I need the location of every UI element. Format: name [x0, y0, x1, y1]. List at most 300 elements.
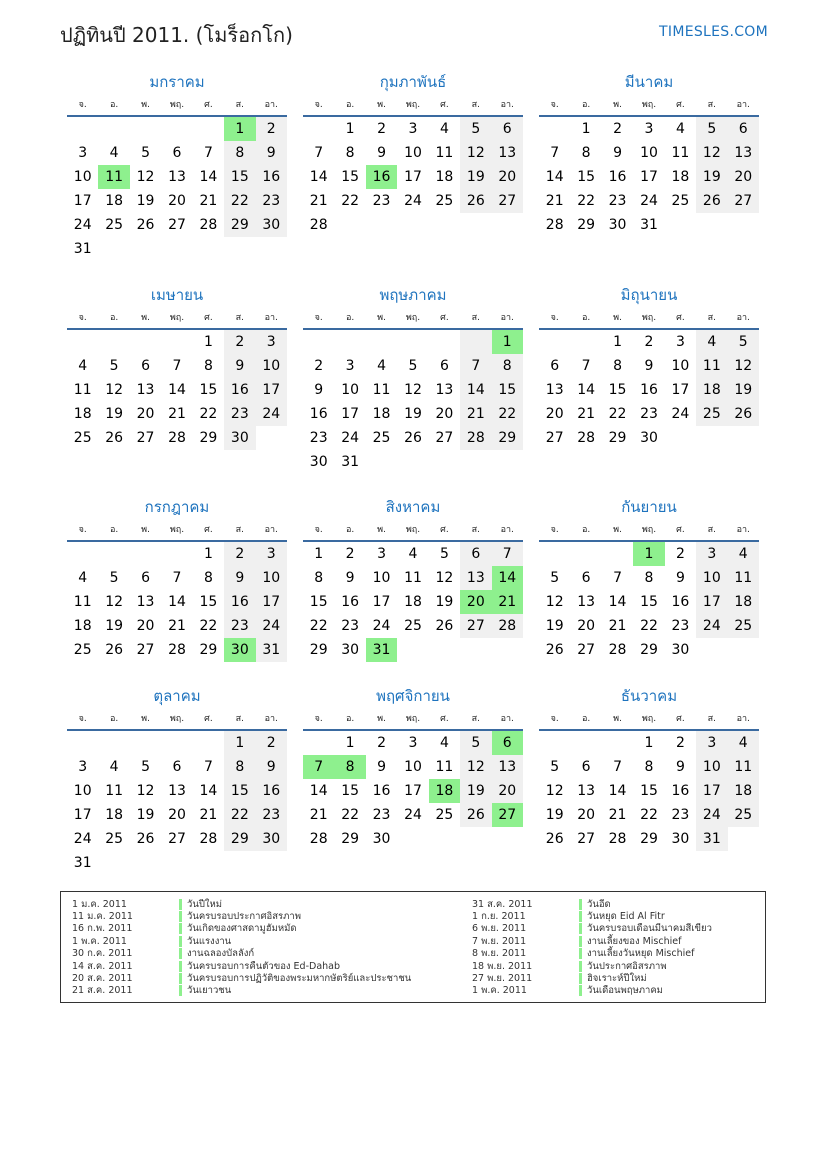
day-cell[interactable]: 14	[608, 783, 627, 799]
day-cell[interactable]: 28	[309, 831, 328, 847]
holiday-day-cell[interactable]: 11	[98, 165, 129, 189]
day-cell[interactable]: 31	[640, 217, 658, 233]
day-cell[interactable]: 22	[577, 193, 596, 209]
day-cell[interactable]: 17	[73, 807, 92, 823]
day-cell[interactable]: 12	[136, 783, 155, 799]
day-cell[interactable]: 30	[256, 213, 287, 237]
day-cell[interactable]: 10	[73, 783, 92, 799]
day-cell[interactable]: 22	[199, 406, 218, 422]
day-cell[interactable]: 22	[199, 618, 218, 634]
day-cell[interactable]: 21	[199, 807, 218, 823]
day-cell[interactable]: 23	[224, 402, 255, 426]
day-cell[interactable]: 14	[460, 378, 491, 402]
day-cell[interactable]: 10	[256, 354, 287, 378]
day-cell[interactable]: 11	[105, 783, 124, 799]
day-cell[interactable]: 25	[372, 430, 391, 446]
day-cell[interactable]: 30	[608, 217, 627, 233]
day-cell[interactable]: 16	[671, 783, 690, 799]
day-cell[interactable]: 4	[439, 735, 449, 751]
day-cell[interactable]: 16	[341, 594, 360, 610]
day-cell[interactable]: 7	[613, 759, 623, 775]
day-cell[interactable]: 1	[314, 546, 324, 562]
day-cell[interactable]: 6	[439, 358, 449, 374]
day-cell[interactable]: 29	[199, 430, 218, 446]
day-cell[interactable]: 25	[728, 803, 759, 827]
day-cell[interactable]: 3	[696, 542, 727, 566]
day-cell[interactable]: 1	[345, 735, 355, 751]
day-cell[interactable]: 13	[728, 141, 759, 165]
day-cell[interactable]: 25	[73, 642, 92, 658]
day-cell[interactable]: 28	[460, 426, 491, 450]
day-cell[interactable]: 26	[545, 642, 564, 658]
day-cell[interactable]: 8	[492, 354, 523, 378]
day-cell[interactable]: 2	[256, 731, 287, 755]
day-cell[interactable]: 2	[377, 121, 387, 137]
day-cell[interactable]: 6	[172, 759, 182, 775]
day-cell[interactable]: 12	[696, 141, 727, 165]
day-cell[interactable]: 27	[460, 614, 491, 638]
day-cell[interactable]: 15	[492, 378, 523, 402]
day-cell[interactable]: 7	[203, 145, 213, 161]
day-cell[interactable]: 3	[408, 121, 418, 137]
day-cell[interactable]: 3	[78, 759, 88, 775]
day-cell[interactable]: 26	[728, 402, 759, 426]
day-cell[interactable]: 23	[372, 193, 391, 209]
holiday-day-cell[interactable]: 1	[224, 117, 255, 141]
day-cell[interactable]: 5	[696, 117, 727, 141]
day-cell[interactable]: 13	[460, 566, 491, 590]
day-cell[interactable]: 7	[550, 145, 560, 161]
day-cell[interactable]: 28	[168, 642, 186, 658]
day-cell[interactable]: 17	[404, 169, 422, 185]
day-cell[interactable]: 12	[460, 141, 491, 165]
day-cell[interactable]: 10	[256, 566, 287, 590]
day-cell[interactable]: 9	[675, 759, 685, 775]
day-cell[interactable]: 20	[136, 618, 155, 634]
day-cell[interactable]: 15	[199, 594, 218, 610]
day-cell[interactable]: 19	[136, 193, 155, 209]
day-cell[interactable]: 10	[404, 145, 422, 161]
day-cell[interactable]: 28	[309, 217, 328, 233]
day-cell[interactable]: 27	[577, 642, 596, 658]
holiday-day-cell[interactable]: 21	[492, 590, 523, 614]
day-cell[interactable]: 9	[256, 755, 287, 779]
day-cell[interactable]: 25	[105, 831, 124, 847]
day-cell[interactable]: 24	[73, 217, 92, 233]
day-cell[interactable]: 5	[550, 570, 560, 586]
day-cell[interactable]: 27	[728, 189, 759, 213]
day-cell[interactable]: 18	[728, 590, 759, 614]
day-cell[interactable]: 7	[203, 759, 213, 775]
day-cell[interactable]: 11	[728, 566, 759, 590]
day-cell[interactable]: 5	[460, 117, 491, 141]
day-cell[interactable]: 24	[640, 193, 658, 209]
day-cell[interactable]: 13	[577, 783, 596, 799]
day-cell[interactable]: 4	[78, 358, 88, 374]
day-cell[interactable]: 5	[408, 358, 418, 374]
day-cell[interactable]: 18	[73, 406, 92, 422]
day-cell[interactable]: 9	[224, 566, 255, 590]
day-cell[interactable]: 16	[372, 783, 391, 799]
day-cell[interactable]: 21	[577, 406, 596, 422]
day-cell[interactable]: 28	[545, 217, 564, 233]
day-cell[interactable]: 6	[550, 358, 560, 374]
day-cell[interactable]: 4	[78, 570, 88, 586]
day-cell[interactable]: 16	[256, 779, 287, 803]
day-cell[interactable]: 4	[728, 542, 759, 566]
day-cell[interactable]: 8	[203, 358, 213, 374]
day-cell[interactable]: 15	[640, 594, 658, 610]
day-cell[interactable]: 21	[545, 193, 564, 209]
day-cell[interactable]: 16	[640, 382, 658, 398]
day-cell[interactable]: 15	[199, 382, 218, 398]
day-cell[interactable]: 28	[199, 831, 218, 847]
day-cell[interactable]: 4	[377, 358, 387, 374]
day-cell[interactable]: 12	[136, 169, 155, 185]
day-cell[interactable]: 3	[644, 121, 654, 137]
day-cell[interactable]: 6	[728, 117, 759, 141]
holiday-day-cell[interactable]: 27	[492, 803, 523, 827]
day-cell[interactable]: 23	[224, 614, 255, 638]
day-cell[interactable]: 13	[492, 141, 523, 165]
day-cell[interactable]: 25	[435, 193, 454, 209]
day-cell[interactable]: 17	[640, 169, 658, 185]
day-cell[interactable]: 11	[73, 594, 92, 610]
day-cell[interactable]: 25	[404, 618, 422, 634]
day-cell[interactable]: 15	[309, 594, 328, 610]
holiday-day-cell[interactable]: 18	[429, 779, 460, 803]
day-cell[interactable]: 13	[136, 594, 155, 610]
day-cell[interactable]: 11	[404, 570, 422, 586]
day-cell[interactable]: 2	[675, 735, 685, 751]
day-cell[interactable]: 8	[224, 141, 255, 165]
day-cell[interactable]: 31	[341, 454, 360, 470]
day-cell[interactable]: 29	[640, 831, 658, 847]
day-cell[interactable]: 19	[435, 594, 454, 610]
day-cell[interactable]: 20	[728, 165, 759, 189]
day-cell[interactable]: 15	[341, 783, 360, 799]
day-cell[interactable]: 16	[224, 378, 255, 402]
day-cell[interactable]: 12	[460, 755, 491, 779]
day-cell[interactable]: 23	[256, 189, 287, 213]
day-cell[interactable]: 3	[256, 542, 287, 566]
holiday-day-cell[interactable]: 7	[303, 755, 334, 779]
day-cell[interactable]: 26	[460, 803, 491, 827]
day-cell[interactable]: 18	[404, 594, 422, 610]
day-cell[interactable]: 19	[545, 618, 564, 634]
day-cell[interactable]: 15	[224, 779, 255, 803]
day-cell[interactable]: 28	[608, 831, 627, 847]
day-cell[interactable]: 14	[309, 783, 328, 799]
day-cell[interactable]: 19	[105, 618, 124, 634]
day-cell[interactable]: 21	[199, 193, 218, 209]
day-cell[interactable]: 24	[696, 803, 727, 827]
day-cell[interactable]: 11	[696, 354, 727, 378]
day-cell[interactable]: 17	[73, 193, 92, 209]
holiday-day-cell[interactable]: 16	[366, 165, 397, 189]
day-cell[interactable]: 14	[577, 382, 596, 398]
day-cell[interactable]: 22	[608, 406, 627, 422]
day-cell[interactable]: 2	[613, 121, 623, 137]
day-cell[interactable]: 15	[224, 165, 255, 189]
day-cell[interactable]: 13	[492, 755, 523, 779]
day-cell[interactable]: 1	[644, 735, 654, 751]
day-cell[interactable]: 31	[256, 638, 287, 662]
holiday-day-cell[interactable]: 1	[633, 542, 664, 566]
day-cell[interactable]: 13	[168, 783, 186, 799]
day-cell[interactable]: 20	[168, 807, 186, 823]
day-cell[interactable]: 10	[73, 169, 92, 185]
day-cell[interactable]: 23	[671, 618, 690, 634]
holiday-day-cell[interactable]: 1	[492, 330, 523, 354]
day-cell[interactable]: 25	[105, 217, 124, 233]
day-cell[interactable]: 29	[224, 827, 255, 851]
day-cell[interactable]: 17	[256, 590, 287, 614]
day-cell[interactable]: 8	[203, 570, 213, 586]
day-cell[interactable]: 26	[136, 831, 155, 847]
day-cell[interactable]: 19	[696, 165, 727, 189]
day-cell[interactable]: 9	[256, 141, 287, 165]
day-cell[interactable]: 18	[435, 169, 454, 185]
day-cell[interactable]: 30	[671, 831, 690, 847]
day-cell[interactable]: 31	[73, 855, 92, 871]
day-cell[interactable]: 9	[377, 145, 387, 161]
day-cell[interactable]: 22	[224, 803, 255, 827]
day-cell[interactable]: 9	[224, 354, 255, 378]
day-cell[interactable]: 29	[341, 831, 360, 847]
day-cell[interactable]: 11	[435, 759, 454, 775]
day-cell[interactable]: 13	[577, 594, 596, 610]
day-cell[interactable]: 21	[608, 807, 627, 823]
day-cell[interactable]: 28	[577, 430, 596, 446]
day-cell[interactable]: 25	[671, 193, 690, 209]
day-cell[interactable]: 24	[372, 618, 391, 634]
day-cell[interactable]: 20	[136, 406, 155, 422]
day-cell[interactable]: 10	[640, 145, 658, 161]
day-cell[interactable]: 27	[435, 430, 454, 446]
day-cell[interactable]: 19	[136, 807, 155, 823]
day-cell[interactable]: 6	[492, 117, 523, 141]
day-cell[interactable]: 4	[439, 121, 449, 137]
day-cell[interactable]: 20	[168, 193, 186, 209]
day-cell[interactable]: 8	[613, 358, 623, 374]
day-cell[interactable]: 17	[341, 406, 360, 422]
day-cell[interactable]: 25	[435, 807, 454, 823]
day-cell[interactable]: 3	[675, 334, 685, 350]
day-cell[interactable]: 1	[203, 334, 213, 350]
day-cell[interactable]: 6	[581, 759, 591, 775]
day-cell[interactable]: 5	[550, 759, 560, 775]
day-cell[interactable]: 29	[309, 642, 328, 658]
day-cell[interactable]: 21	[309, 807, 328, 823]
day-cell[interactable]: 4	[109, 145, 119, 161]
holiday-day-cell[interactable]: 30	[224, 638, 255, 662]
day-cell[interactable]: 31	[73, 241, 92, 257]
day-cell[interactable]: 11	[435, 145, 454, 161]
day-cell[interactable]: 23	[372, 807, 391, 823]
day-cell[interactable]: 22	[341, 807, 360, 823]
day-cell[interactable]: 3	[696, 731, 727, 755]
day-cell[interactable]: 30	[640, 430, 658, 446]
day-cell[interactable]: 30	[372, 831, 391, 847]
day-cell[interactable]: 29	[608, 430, 627, 446]
day-cell[interactable]: 10	[341, 382, 360, 398]
day-cell[interactable]: 25	[728, 614, 759, 638]
day-cell[interactable]: 29	[199, 642, 218, 658]
day-cell[interactable]: 8	[224, 755, 255, 779]
day-cell[interactable]: 8	[581, 145, 591, 161]
day-cell[interactable]: 30	[224, 426, 255, 450]
day-cell[interactable]: 12	[545, 594, 564, 610]
day-cell[interactable]: 20	[435, 406, 454, 422]
day-cell[interactable]: 27	[168, 831, 186, 847]
day-cell[interactable]: 2	[345, 546, 355, 562]
day-cell[interactable]: 15	[341, 169, 360, 185]
day-cell[interactable]: 5	[109, 358, 119, 374]
day-cell[interactable]: 26	[696, 189, 727, 213]
day-cell[interactable]: 27	[168, 217, 186, 233]
day-cell[interactable]: 9	[613, 145, 623, 161]
day-cell[interactable]: 27	[492, 189, 523, 213]
day-cell[interactable]: 7	[314, 145, 324, 161]
day-cell[interactable]: 24	[404, 193, 422, 209]
day-cell[interactable]: 23	[309, 430, 328, 446]
day-cell[interactable]: 8	[345, 145, 355, 161]
day-cell[interactable]: 5	[141, 145, 151, 161]
day-cell[interactable]: 14	[199, 783, 218, 799]
day-cell[interactable]: 17	[256, 378, 287, 402]
day-cell[interactable]: 18	[728, 779, 759, 803]
day-cell[interactable]: 15	[640, 783, 658, 799]
day-cell[interactable]: 12	[728, 354, 759, 378]
day-cell[interactable]: 25	[696, 402, 727, 426]
day-cell[interactable]: 12	[404, 382, 422, 398]
day-cell[interactable]: 7	[172, 570, 182, 586]
day-cell[interactable]: 20	[545, 406, 564, 422]
day-cell[interactable]: 19	[545, 807, 564, 823]
day-cell[interactable]: 27	[545, 430, 564, 446]
day-cell[interactable]: 13	[136, 382, 155, 398]
day-cell[interactable]: 4	[408, 546, 418, 562]
day-cell[interactable]: 30	[256, 827, 287, 851]
day-cell[interactable]: 30	[341, 642, 360, 658]
day-cell[interactable]: 4	[109, 759, 119, 775]
day-cell[interactable]: 31	[696, 827, 727, 851]
day-cell[interactable]: 27	[577, 831, 596, 847]
day-cell[interactable]: 22	[640, 618, 658, 634]
day-cell[interactable]: 4	[696, 330, 727, 354]
day-cell[interactable]: 5	[141, 759, 151, 775]
day-cell[interactable]: 19	[105, 406, 124, 422]
day-cell[interactable]: 17	[372, 594, 391, 610]
day-cell[interactable]: 3	[256, 330, 287, 354]
day-cell[interactable]: 21	[309, 193, 328, 209]
day-cell[interactable]: 4	[675, 121, 685, 137]
day-cell[interactable]: 5	[109, 570, 119, 586]
day-cell[interactable]: 2	[224, 330, 255, 354]
day-cell[interactable]: 16	[309, 406, 328, 422]
day-cell[interactable]: 24	[341, 430, 360, 446]
holiday-day-cell[interactable]: 14	[492, 566, 523, 590]
day-cell[interactable]: 16	[256, 165, 287, 189]
day-cell[interactable]: 13	[545, 382, 564, 398]
day-cell[interactable]: 28	[608, 642, 627, 658]
day-cell[interactable]: 7	[492, 542, 523, 566]
day-cell[interactable]: 2	[675, 546, 685, 562]
day-cell[interactable]: 26	[404, 430, 422, 446]
day-cell[interactable]: 27	[136, 430, 155, 446]
day-cell[interactable]: 28	[492, 614, 523, 638]
holiday-day-cell[interactable]: 31	[366, 638, 397, 662]
day-cell[interactable]: 4	[728, 731, 759, 755]
day-cell[interactable]: 6	[141, 358, 151, 374]
day-cell[interactable]: 3	[78, 145, 88, 161]
day-cell[interactable]: 21	[460, 402, 491, 426]
day-cell[interactable]: 6	[581, 570, 591, 586]
day-cell[interactable]: 17	[671, 382, 690, 398]
day-cell[interactable]: 14	[608, 594, 627, 610]
day-cell[interactable]: 5	[460, 731, 491, 755]
day-cell[interactable]: 5	[728, 330, 759, 354]
holiday-day-cell[interactable]: 6	[492, 731, 523, 755]
day-cell[interactable]: 9	[377, 759, 387, 775]
day-cell[interactable]: 6	[172, 145, 182, 161]
day-cell[interactable]: 12	[105, 594, 124, 610]
day-cell[interactable]: 12	[545, 783, 564, 799]
day-cell[interactable]: 5	[439, 546, 449, 562]
day-cell[interactable]: 20	[492, 165, 523, 189]
day-cell[interactable]: 17	[696, 779, 727, 803]
day-cell[interactable]: 6	[460, 542, 491, 566]
day-cell[interactable]: 1	[203, 546, 213, 562]
day-cell[interactable]: 8	[644, 759, 654, 775]
day-cell[interactable]: 13	[168, 169, 186, 185]
day-cell[interactable]: 15	[577, 169, 596, 185]
day-cell[interactable]: 24	[256, 402, 287, 426]
day-cell[interactable]: 20	[577, 618, 596, 634]
day-cell[interactable]: 23	[640, 406, 658, 422]
holiday-day-cell[interactable]: 8	[334, 755, 365, 779]
day-cell[interactable]: 12	[435, 570, 454, 586]
day-cell[interactable]: 26	[545, 831, 564, 847]
day-cell[interactable]: 2	[314, 358, 324, 374]
day-cell[interactable]: 21	[168, 406, 186, 422]
day-cell[interactable]: 10	[696, 755, 727, 779]
day-cell[interactable]: 17	[696, 590, 727, 614]
day-cell[interactable]: 23	[608, 193, 627, 209]
day-cell[interactable]: 22	[640, 807, 658, 823]
day-cell[interactable]: 19	[404, 406, 422, 422]
day-cell[interactable]: 24	[404, 807, 422, 823]
day-cell[interactable]: 8	[644, 570, 654, 586]
day-cell[interactable]: 23	[341, 618, 360, 634]
day-cell[interactable]: 20	[577, 807, 596, 823]
day-cell[interactable]: 22	[341, 193, 360, 209]
day-cell[interactable]: 1	[345, 121, 355, 137]
day-cell[interactable]: 28	[199, 217, 218, 233]
day-cell[interactable]: 13	[435, 382, 454, 398]
day-cell[interactable]: 10	[404, 759, 422, 775]
day-cell[interactable]: 1	[224, 731, 255, 755]
day-cell[interactable]: 22	[492, 402, 523, 426]
day-cell[interactable]: 18	[671, 169, 690, 185]
day-cell[interactable]: 16	[608, 169, 627, 185]
day-cell[interactable]: 11	[671, 145, 690, 161]
day-cell[interactable]: 9	[644, 358, 654, 374]
day-cell[interactable]: 19	[728, 378, 759, 402]
day-cell[interactable]: 11	[372, 382, 391, 398]
day-cell[interactable]: 21	[608, 618, 627, 634]
